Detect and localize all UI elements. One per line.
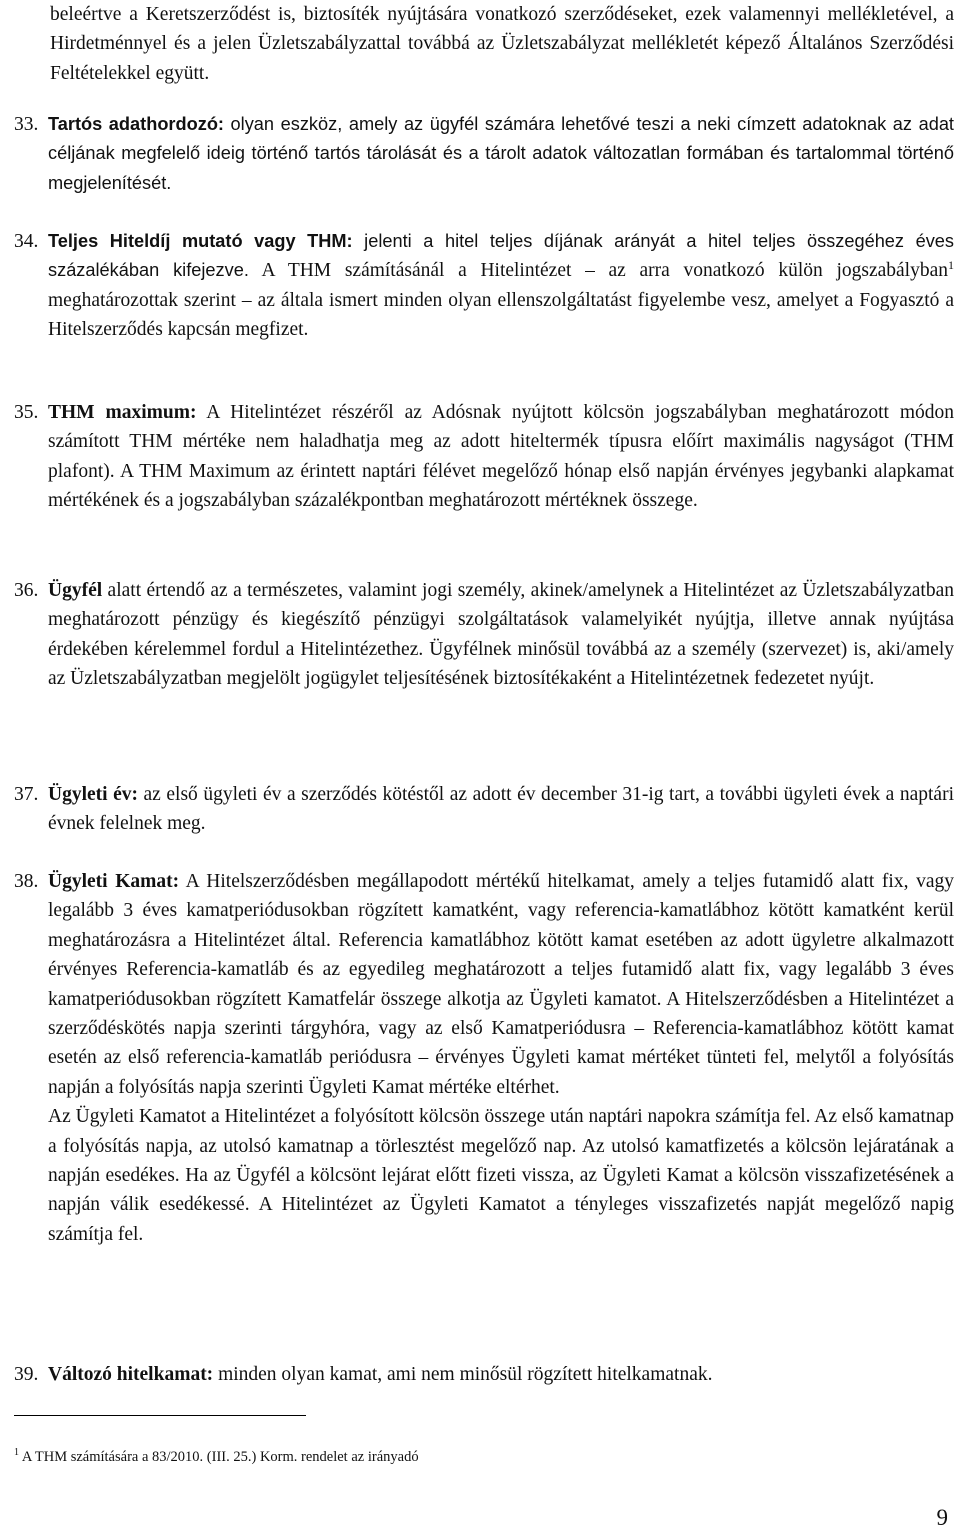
definition-text: A Hitelintézet részéről az Adósnak nyújtott kölcsön jogszabályban meghatározott módon számított THM mértéke nem haladhatja meg az adott hiteltermék típusra előírt maximális nagyságot (THM plafont). A THM Maximum az érintett naptári félévet megelőző hónap első napján érvényes jegybanki alapkamat mértékének és a jogszabályban százalékpontban meghatározott mértéknek összege. <box>48 402 954 512</box>
footnote <box>14 1447 419 1467</box>
definition-text: A Hitelszerződésben megállapodott mértékű hitelkamat, amely a teljes futamidő alatt fix, vagy legalább 3 éves kamatperiódusokban rögzített kamatként, vagy referencia-kamatlábhoz kötött kamatként kerül meghatározásra a Hitelintézet által. Referencia kamatlábhoz kötött kamat esetében az adott ügyletre alkalmazott érvényes Referencia-kamatláb és az egyedileg meghatározott a teljes futamidő alatt fix, vagy legalább 3 éves kamatperiódusokban rögzített Kamatfelár összege alkotja az Ügyleti kamatot. A Hitelszerződésben a Hitelintézet a szerződéskötés napja szerinti tárgyhóra, vagy az első Kamatperiódusra – Referencia-kamatlábhoz kötött kamat esetén az első referencia-kamatláb periódusra – érvényes Ügyleti kamat mértéket tünteti fel, melytől a folyósítás napján a folyósítás napja szerinti Ügyleti Kamat mértéke eltérhet. <box>48 871 954 1098</box>
footnote-text: A THM számítására a 83/2010. (III. 25.) Korm. rendelet az irányadó <box>19 1449 419 1465</box>
definition-35 <box>14 398 954 516</box>
definition-term: Ügyleti Kamat: <box>48 871 180 892</box>
definition-number: 33. <box>14 114 39 135</box>
definition-body <box>48 576 954 694</box>
definition-number: 34. <box>14 231 39 252</box>
definition-body <box>48 227 954 345</box>
definition-34 <box>14 227 954 345</box>
definition-33 <box>14 110 954 198</box>
definition-text: alatt értendő az a természetes, valamint jogi személy, akinek/amelynek a Hitelintézet az Üzletszabályzatban meghatározott pénzügy és kiegészítő pénzügyi szolgáltatások valamelyikét nyújtja, illetve annak nyújtása érdekében kérelemmel fordul a Hitelintézethez. Ügyfélnek minősül továbbá az a személy (szervezet) is, aki/amely az Üzletszabályzatban megjelölt jogügylet teljesítésének biztosítékaként a Hitelintézetnek fedezetet nyújt. <box>48 580 954 690</box>
definition-paragraph <box>48 867 954 1102</box>
definition-term: Változó hitelkamat: <box>48 1364 214 1385</box>
definition-text-end: meghatározottak szerint – az általa ismert minden olyan ellenszolgáltatást figyelembe vesz, amelyet a Fogyasztó a Hitelszerződés kapcsán megfizet. <box>48 289 954 341</box>
intro-paragraph: beleértve a Keretszerződést is, biztosíték nyújtására vonatkozó szerződéseket, ezek valamennyi mellékletével, a Hirdetménnyel és a jelen Üzletszabályzattal továbbá az Üzletszabályzat mellékletét képező Általános Szerződési Feltételekkel együtt. <box>50 4 954 84</box>
definition-body <box>48 1360 954 1389</box>
definition-term: Teljes Hiteldíj mutató vagy THM: <box>48 231 353 251</box>
definition-term: Ügyfél <box>48 580 103 601</box>
definition-number: 39. <box>14 1364 39 1385</box>
definition-term: THM maximum: <box>48 402 197 423</box>
definition-term: Ügyleti év: <box>48 784 138 805</box>
definition-body <box>48 780 954 839</box>
definition-38 <box>14 867 954 1249</box>
definition-number: 38. <box>14 871 39 892</box>
definition-body <box>48 867 954 1249</box>
definition-text: minden olyan kamat, ami nem minősül rögzített hitelkamatnak. <box>213 1364 713 1385</box>
definition-body <box>48 110 954 198</box>
definition-text-cont: A THM számításánál a Hitelintézet – az arra vonatkozó külön jogszabályban <box>248 260 948 282</box>
definition-paragraph-2: Az Ügyleti Kamatot a Hitelintézet a folyósított kölcsön összege után naptári napokra számítja fel. Az első kamatnap a folyósítás napja, az utolsó kamatnap a törlesztést megelőző nap. Az utolsó kamatfizetés a kölcsön lejáratának a napján esedékes. Ha az Ügyfél a kölcsönt lejárat előtt fizeti vissza, az Ügyleti Kamat a kölcsön visszafizetésének a napján válik esedékessé. A Hitelintézet az Ügyleti Kamatot a tényleges visszafizetés napját megelőző napig számítja fel. <box>48 1106 954 1245</box>
definition-39 <box>14 1360 954 1389</box>
definition-number: 36. <box>14 580 39 601</box>
footnote-reference: 1 <box>948 258 954 273</box>
definition-body <box>48 398 954 516</box>
definition-number: 37. <box>14 784 39 805</box>
page-number: 9 <box>936 1505 948 1530</box>
definition-36 <box>14 576 954 694</box>
definition-text: jelenti a hitel teljes díjának arányát a hitel teljes összegéhez éves százalékában kifejezve. <box>48 231 955 281</box>
definition-text: az első ügyleti év a szerződés kötéstől az adott év december 31-ig tart, a további ügyleti évek a naptári évnek felelnek meg. <box>48 784 954 835</box>
definition-term: Tartós adathordozó: <box>48 114 224 134</box>
definition-number: 35. <box>14 402 39 423</box>
footnote-separator <box>14 1415 306 1416</box>
definition-37 <box>14 780 954 839</box>
definition-text: olyan eszköz, amely az ügyfél számára lehetővé teszi a neki címzett adatoknak az adat céljának megfelelő ideig történő tartós tárolását és a tárolt adatok változatlan formában és tartalommal történő megjelenítését. <box>48 114 954 193</box>
footnote-mark: 1 <box>14 1447 19 1458</box>
